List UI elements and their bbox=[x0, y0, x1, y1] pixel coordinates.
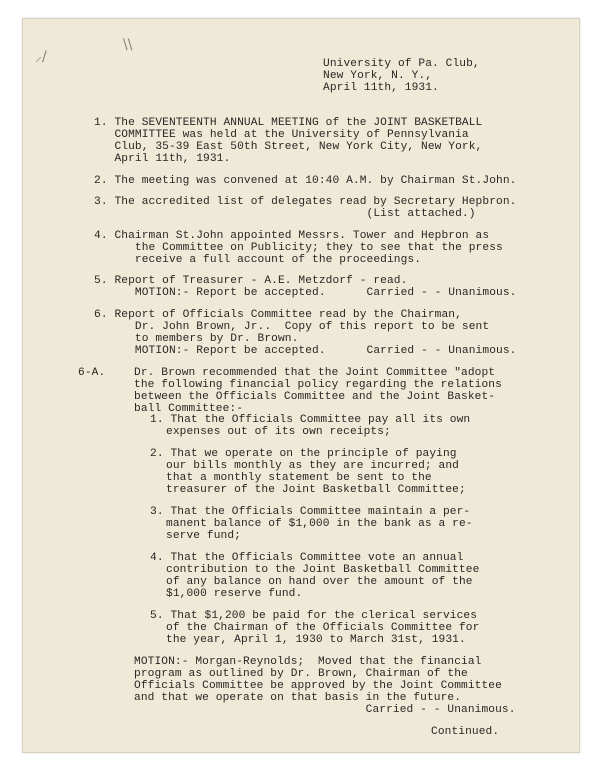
item-6-line-3: to members by Dr. Brown. bbox=[94, 333, 299, 345]
item-1-line-2: COMMITTEE was held at the University of Pennsylvania bbox=[94, 129, 469, 141]
item-3-line-1: 3. The accredited list of delegates read by Secretary Hepbron. bbox=[94, 196, 517, 208]
policy-5-line-2: of the Chairman of the Officials Committee for bbox=[166, 622, 480, 634]
item-4-line-2: the Committee on Publicity; they to see that the press bbox=[94, 242, 503, 254]
item-5-line-1: 5. Report of Treasurer - A.E. Metzdorf - read. bbox=[94, 275, 408, 287]
item-2-line-1: 2. The meeting was convened at 10:40 A.M. by Chairman St.John. bbox=[94, 175, 517, 187]
motion-line-4: and that we operate on that basis in the future. bbox=[134, 692, 462, 704]
item-1-line-3: Club, 35-39 East 50th Street, New York City, New York, bbox=[94, 141, 483, 153]
policy-5-line-3: the year, April 1, 1930 to March 31st, 1931. bbox=[166, 634, 466, 646]
item-6-line-4: MOTION:- Report be accepted. Carried - - Unanimous. bbox=[94, 345, 517, 357]
policy-1-line-1: 1. That the Officials Committee pay all its own bbox=[150, 414, 471, 426]
policy-5-line-1: 5. That $1,200 be paid for the clerical services bbox=[150, 610, 478, 622]
item-6a-label: 6-A. bbox=[78, 367, 106, 379]
margin-pencil-mark: ⸝/ bbox=[35, 49, 47, 65]
motion-line-1: MOTION:- Morgan-Reynolds; Moved that the financial bbox=[134, 656, 482, 668]
item-4-line-1: 4. Chairman St.John appointed Messrs. Tower and Hepbron as bbox=[94, 230, 490, 242]
motion-line-5: Carried - - Unanimous. bbox=[134, 704, 516, 716]
item-4-line-3: receive a full account of the proceedings. bbox=[94, 254, 422, 266]
policy-4-line-3: of any balance on hand over the amount of the bbox=[166, 576, 473, 588]
policy-4-line-2: contribution to the Joint Basketball Committee bbox=[166, 564, 480, 576]
item-3-line-2: (List attached.) bbox=[94, 208, 476, 220]
policy-2-line-4: treasurer of the Joint Basketball Committee; bbox=[166, 484, 466, 496]
header-date: April 11th, 1931. bbox=[323, 82, 439, 94]
item-6a-intro-line-1: Dr. Brown recommended that the Joint Committee "adopt bbox=[134, 367, 496, 379]
policy-3-line-1: 3. That the Officials Committee maintain a per- bbox=[150, 506, 471, 518]
motion-line-3: Officials Committee be approved by the Joint Committee bbox=[134, 680, 502, 692]
item-6a-intro-line-2: the following financial policy regarding the relations bbox=[134, 379, 502, 391]
header-address-line-2: New York, N. Y., bbox=[323, 70, 433, 82]
margin-pencil-mark-2: \\ bbox=[123, 37, 133, 53]
policy-2-line-2: our bills monthly as they are incurred; and bbox=[166, 460, 459, 472]
policy-4-line-1: 4. That the Officials Committee vote an annual bbox=[150, 552, 464, 564]
header-address-line-1: University of Pa. Club, bbox=[323, 58, 480, 70]
item-1-line-1: 1. The SEVENTEENTH ANNUAL MEETING of the JOINT BASKETBALL bbox=[94, 117, 483, 129]
motion-line-2: program as outlined by Dr. Brown, Chairman of the bbox=[134, 668, 468, 680]
item-1-line-4: April 11th, 1931. bbox=[94, 153, 231, 165]
item-5-line-2: MOTION:- Report be accepted. Carried - - Unanimous. bbox=[94, 287, 517, 299]
continued-note: Continued. bbox=[431, 726, 500, 738]
policy-1-line-2: expenses out of its own receipts; bbox=[166, 426, 391, 438]
policy-3-line-3: serve fund; bbox=[166, 530, 241, 542]
item-6-line-2: Dr. John Brown, Jr.. Copy of this report to be sent bbox=[94, 321, 490, 333]
item-6-line-1: 6. Report of Officials Committee read by the Chairman, bbox=[94, 309, 462, 321]
item-6a-intro-line-4: ball Committee:- bbox=[134, 403, 244, 415]
item-6a-intro-line-3: between the Officials Committee and the Joint Basket- bbox=[134, 391, 496, 403]
policy-2-line-1: 2. That we operate on the principle of paying bbox=[150, 448, 457, 460]
policy-4-line-4: $1,000 reserve fund. bbox=[166, 588, 303, 600]
policy-2-line-3: that a monthly statement be sent to the bbox=[166, 472, 432, 484]
policy-3-line-2: manent balance of $1,000 in the bank as a re- bbox=[166, 518, 473, 530]
